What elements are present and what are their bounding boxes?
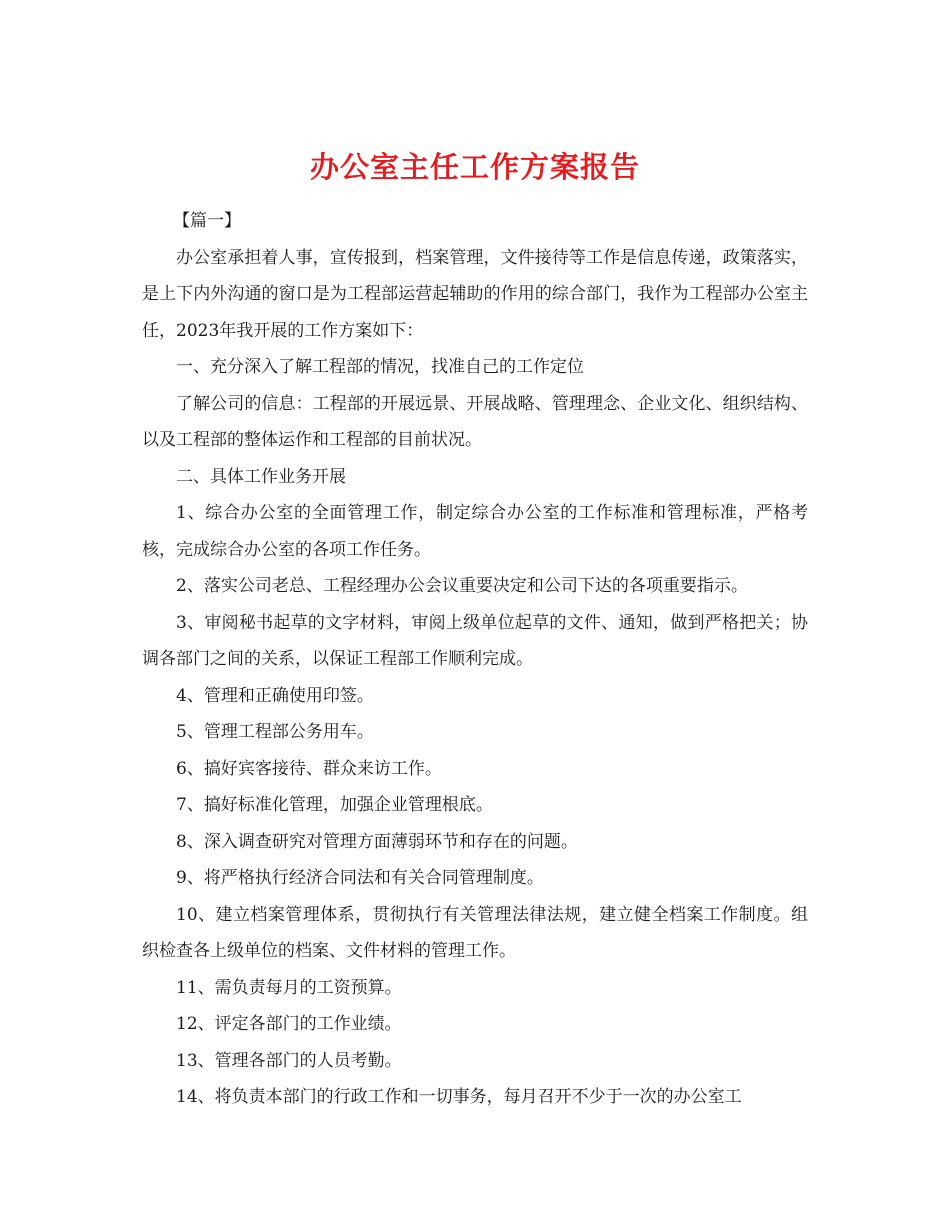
list-item-6: 6、搞好宾客接待、群众来访工作。 — [176, 758, 442, 779]
list-item-2: 2、落实公司老总、工程经理办公会议重要决定和公司下达的各项重要指示。 — [176, 576, 748, 596]
list-item-11: 11、需负责每月的工资预算。 — [176, 977, 402, 998]
paragraph-intro: 办公室承担着人事，宣传报到，档案管理，文件接待等工作是信息传递，政策落实，是上下内外沟通的窗口是为工程部运营起辅助的作用的综合部门，我作为工程部办公室主任，2023年我开展的工作方案如下： — [142, 247, 808, 341]
list-item-14: 14、将负责本部门的行政工作和一切事务，每月召开不少于一次的办公室工 — [176, 1087, 742, 1107]
list-item-13: 13、管理各部门的人员考勤。 — [176, 1050, 402, 1071]
list-item-1: 1、综合办公室的全面管理工作，制定综合办公室的工作标准和管理标准，严格考核，完成综合办公室的各项工作任务。 — [142, 503, 808, 560]
list-item-9: 9、将严格执行经济合同法和有关合同管理制度。 — [176, 868, 544, 888]
list-item-12: 12、评定各部门的工作业绩。 — [176, 1014, 402, 1034]
list-item-7: 7、搞好标准化管理，加强企业管理根底。 — [176, 795, 493, 815]
document-title: 办公室主任工作方案报告 — [309, 150, 640, 185]
list-item-5: 5、管理工程部公务用车。 — [176, 722, 374, 742]
list-item-8: 8、深入调查研究对管理方面薄弱环节和存在的问题。 — [176, 831, 578, 852]
heading-two: 二、具体工作业务开展 — [176, 466, 346, 487]
heading-one: 一、充分深入了解工程部的情况，找准自己的工作定位 — [176, 357, 584, 377]
section-label: 【篇一】 — [173, 211, 241, 231]
list-item-10: 10、建立档案管理体系，贯彻执行有关管理法律法规，建立健全档案工作制度。组织检查各上级单位的档案、文件材料的管理工作。 — [142, 904, 808, 961]
list-item-3: 3、审阅秘书起草的文字材料，审阅上级单位起草的文件、通知，做到严格把关；协调各部门之间的关系，以保证工程部工作顺利完成。 — [142, 612, 808, 669]
document-body — [142, 203, 808, 1116]
paragraph-company-info: 了解公司的信息：工程部的开展远景、开展战略、管理理念、企业文化、组织结构、以及工程部的整体运作和工程部的目前状况。 — [142, 393, 808, 450]
list-item-4: 4、管理和正确使用印签。 — [176, 685, 374, 706]
